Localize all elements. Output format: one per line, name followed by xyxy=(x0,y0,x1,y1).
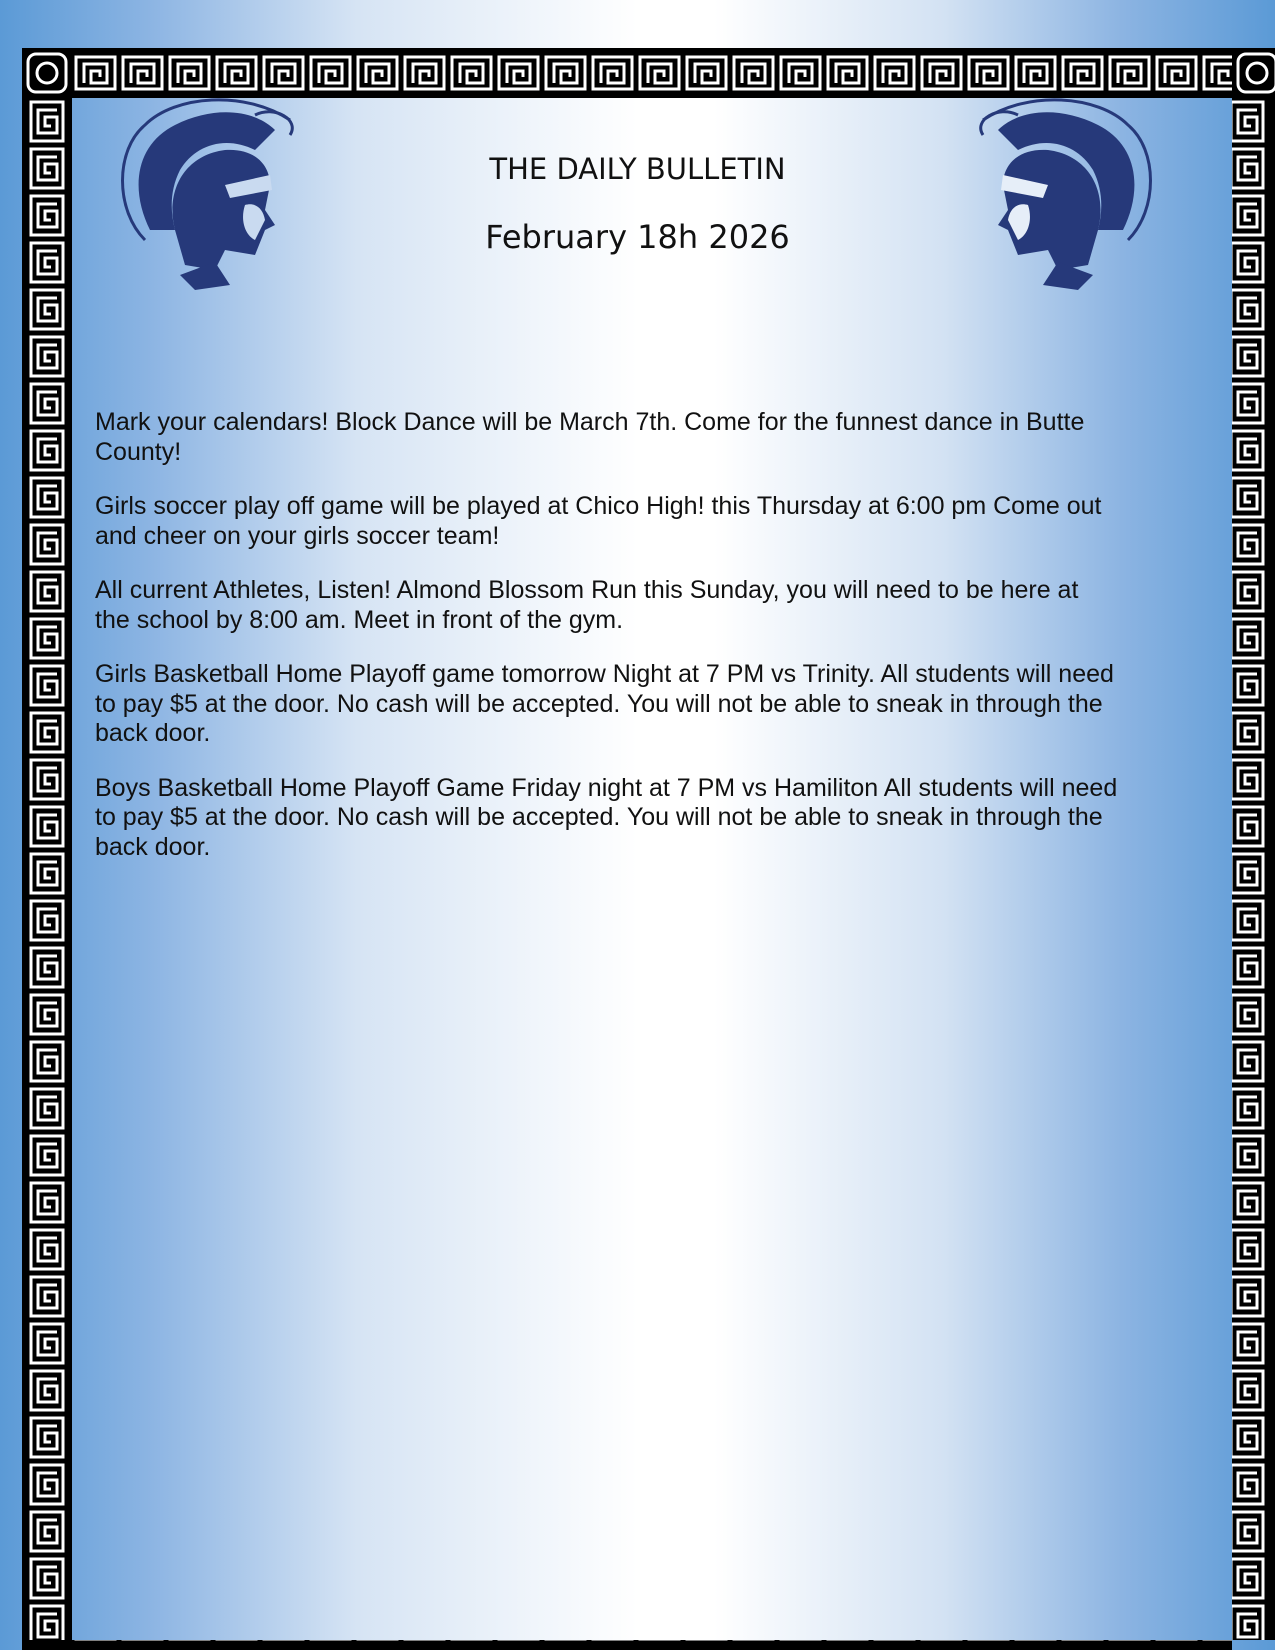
announcement-line: back door. xyxy=(95,832,211,861)
announcement-line: Boys Basketball Home Playoff Game Friday night at 7 PM vs Hamiliton All students will need xyxy=(95,773,1118,802)
announcement-line: Mark your calendars! Block Dance will be March 7th. Come for the funnest dance in Butte xyxy=(95,408,1085,436)
announcement-line: County! xyxy=(95,437,182,466)
announcement-line: the school by 8:00 am. Meet in front of the gym. xyxy=(95,605,624,634)
announcements-list xyxy=(95,408,1215,887)
trojan-helmet-icon xyxy=(105,90,305,305)
announcement-line: Girls soccer play off game will be played at Chico High! this Thursday at 6:00 pm Come out xyxy=(95,492,1102,520)
announcement xyxy=(95,774,1215,863)
bulletin-title: THE DAILY BULLETIN xyxy=(489,152,786,186)
announcement-line: All current Athletes, Listen! Almond Blossom Run this Sunday, you will need to be here at xyxy=(95,576,1079,604)
announcement xyxy=(95,408,1215,467)
announcement-line: back door. xyxy=(95,719,211,747)
announcement xyxy=(95,576,1215,635)
trojan-helmet-icon xyxy=(968,90,1168,305)
announcement xyxy=(95,660,1215,749)
announcement-line: and cheer on your girls soccer team! xyxy=(95,521,500,550)
announcement-line: to pay $5 at the door. No cash will be accepted. You will not be able to sneak in through the xyxy=(95,689,1103,718)
announcement xyxy=(95,492,1215,551)
announcement-line: to pay $5 at the door. No cash will be accepted. You will not be able to sneak in through the xyxy=(95,803,1103,831)
bulletin-date: February 18h 2026 xyxy=(485,218,790,256)
announcement-line: Girls Basketball Home Playoff game tomorrow Night at 7 PM vs Trinity. All students will need xyxy=(95,660,1114,688)
